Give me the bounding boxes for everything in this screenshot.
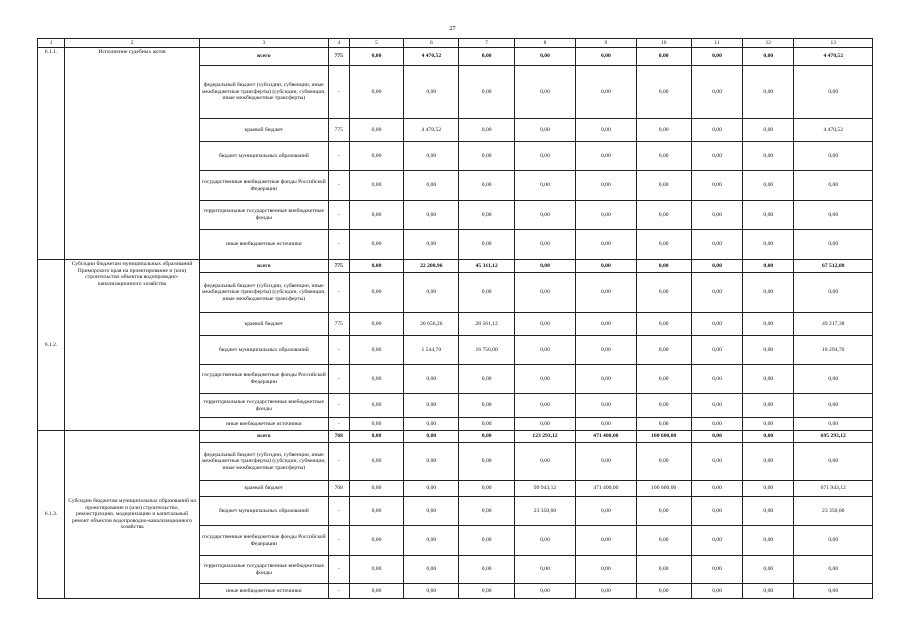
amount-cell: 0,00	[794, 556, 873, 584]
funding-source: территориальные государственные внебюджетные фонды	[199, 394, 328, 418]
amount-cell: 0,00	[743, 142, 794, 171]
amount-cell: 0,00	[691, 584, 742, 599]
grbs-code: -	[328, 230, 349, 260]
amount-cell: 0,00	[636, 365, 691, 394]
amount-cell: 0,00	[514, 230, 575, 260]
grbs-code: 775	[328, 119, 349, 142]
amount-cell: 0,00	[576, 443, 636, 481]
amount-cell: 0,00	[349, 584, 403, 599]
amount-cell: 0,00	[636, 556, 691, 584]
activity-name: Исполнение судебных актов	[65, 48, 200, 260]
grbs-code: 768	[328, 481, 349, 497]
amount-cell: 0,00	[636, 48, 691, 66]
amount-cell: 0,00	[691, 66, 742, 119]
amount-cell: 0,00	[743, 313, 794, 336]
amount-cell: 0,00	[349, 481, 403, 497]
amount-cell: 0,00	[349, 171, 403, 201]
amount-cell: 0,00	[743, 66, 794, 119]
amount-cell: 0,00	[459, 497, 514, 526]
table-row	[38, 260, 873, 273]
grbs-code: -	[328, 142, 349, 171]
amount-cell: 0,00	[636, 260, 691, 273]
amount-cell: 0,00	[636, 171, 691, 201]
funding-source: иные внебюджетные источники	[199, 230, 328, 260]
column-number-4: 4	[328, 39, 349, 48]
amount-cell: 0,00	[576, 313, 636, 336]
funding-source: территориальные государственные внебюджетные фонды	[199, 556, 328, 584]
amount-cell: 1 544,70	[404, 336, 459, 365]
amount-cell: 0,00	[691, 394, 742, 418]
amount-cell: 0,00	[404, 526, 459, 556]
amount-cell: 0,00	[691, 119, 742, 142]
funding-source: бюджет муниципальных образований	[199, 497, 328, 526]
funding-source: государственные внебюджетные фонды Российской Федерации	[199, 526, 328, 556]
column-number-12: 12	[743, 39, 794, 48]
amount-cell: 0,00	[691, 260, 742, 273]
amount-cell: 0,00	[459, 66, 514, 119]
amount-cell: 0,00	[349, 556, 403, 584]
amount-cell: 0,00	[404, 481, 459, 497]
amount-cell: 0,00	[514, 119, 575, 142]
amount-cell: 123 293,12	[514, 431, 575, 443]
amount-cell: 0,00	[514, 526, 575, 556]
amount-cell: 22 200,96	[404, 260, 459, 273]
amount-cell: 0,00	[349, 48, 403, 66]
column-number-13: 13	[794, 39, 873, 48]
amount-cell: 0,00	[459, 230, 514, 260]
amount-cell: 0,00	[576, 119, 636, 142]
amount-cell: 0,00	[349, 230, 403, 260]
amount-cell: 0,00	[459, 273, 514, 313]
grbs-code: -	[328, 394, 349, 418]
amount-cell: 0,00	[404, 142, 459, 171]
column-number-2: 2	[65, 39, 200, 48]
amount-cell: 0,00	[349, 431, 403, 443]
grbs-code: -	[328, 365, 349, 394]
amount-cell: 0,00	[794, 526, 873, 556]
amount-cell: 0,00	[349, 201, 403, 230]
amount-cell: 0,00	[514, 48, 575, 66]
amount-cell: 18 294,70	[794, 336, 873, 365]
amount-cell: 67 512,08	[794, 260, 873, 273]
amount-cell: 0,00	[459, 431, 514, 443]
amount-cell: 4 470,52	[794, 48, 873, 66]
amount-cell: 0,00	[576, 230, 636, 260]
amount-cell: 0,00	[636, 273, 691, 313]
table-row	[38, 431, 873, 443]
amount-cell: 0,00	[576, 273, 636, 313]
amount-cell: 0,00	[404, 443, 459, 481]
amount-cell: 0,00	[794, 365, 873, 394]
amount-cell: 20 656,26	[404, 313, 459, 336]
amount-cell: 0,00	[743, 584, 794, 599]
grbs-code: -	[328, 336, 349, 365]
amount-cell: 100 600,00	[636, 431, 691, 443]
amount-cell: 0,00	[514, 584, 575, 599]
amount-cell: 471 400,00	[576, 481, 636, 497]
amount-cell: 0,00	[636, 336, 691, 365]
amount-cell: 0,00	[459, 556, 514, 584]
amount-cell: 0,00	[404, 171, 459, 201]
amount-cell: 0,00	[743, 418, 794, 431]
amount-cell: 0,00	[459, 526, 514, 556]
grbs-code: -	[328, 556, 349, 584]
grbs-code: -	[328, 418, 349, 431]
amount-cell: 100 600,00	[636, 481, 691, 497]
funding-source: всего	[199, 260, 328, 273]
amount-cell: 0,00	[576, 260, 636, 273]
funding-source: краевой бюджет	[199, 313, 328, 336]
column-number-9: 9	[576, 39, 636, 48]
amount-cell: 0,00	[459, 365, 514, 394]
amount-cell: 0,00	[349, 66, 403, 119]
amount-cell: 0,00	[691, 556, 742, 584]
amount-cell: 0,00	[576, 418, 636, 431]
amount-cell: 0,00	[459, 119, 514, 142]
amount-cell: 0,00	[404, 230, 459, 260]
amount-cell: 0,00	[743, 201, 794, 230]
funding-source: краевой бюджет	[199, 119, 328, 142]
amount-cell: 0,00	[514, 336, 575, 365]
amount-cell: 0,00	[636, 497, 691, 526]
amount-cell: 0,00	[794, 394, 873, 418]
amount-cell: 0,00	[691, 273, 742, 313]
amount-cell: 0,00	[459, 142, 514, 171]
amount-cell: 0,00	[691, 230, 742, 260]
amount-cell: 0,00	[404, 201, 459, 230]
amount-cell: 0,00	[743, 556, 794, 584]
amount-cell: 0,00	[349, 336, 403, 365]
amount-cell: 0,00	[691, 497, 742, 526]
amount-cell: 0,00	[794, 201, 873, 230]
amount-cell: 0,00	[636, 119, 691, 142]
amount-cell: 0,00	[691, 526, 742, 556]
amount-cell: 671 943,12	[794, 481, 873, 497]
budget-table	[37, 38, 873, 599]
amount-cell: 0,00	[691, 313, 742, 336]
activity-code: 6.1.3.	[38, 431, 65, 599]
activity-name: Субсидии бюджетам муниципальных образований Приморского края на проектирование и (или) строительство объектов водопроводно-канализационного хозяйства	[65, 260, 200, 431]
grbs-code: 775	[328, 260, 349, 273]
column-number-10: 10	[636, 39, 691, 48]
grbs-code: -	[328, 273, 349, 313]
amount-cell: 0,00	[514, 171, 575, 201]
amount-cell: 4 470,52	[404, 119, 459, 142]
amount-cell: 0,00	[404, 273, 459, 313]
amount-cell: 0,00	[349, 142, 403, 171]
amount-cell: 0,00	[743, 336, 794, 365]
amount-cell: 0,00	[514, 260, 575, 273]
funding-source: иные внебюджетные источники	[199, 418, 328, 431]
funding-source: территориальные государственные внебюджетные фонды	[199, 201, 328, 230]
amount-cell: 0,00	[514, 556, 575, 584]
amount-cell: 0,00	[691, 142, 742, 171]
amount-cell: 0,00	[636, 142, 691, 171]
amount-cell: 0,00	[459, 418, 514, 431]
amount-cell: 0,00	[576, 201, 636, 230]
grbs-code: -	[328, 584, 349, 599]
amount-cell: 0,00	[691, 443, 742, 481]
amount-cell: 0,00	[743, 443, 794, 481]
column-number-1: 1	[38, 39, 65, 48]
amount-cell: 0,00	[459, 584, 514, 599]
amount-cell: 0,00	[576, 584, 636, 599]
amount-cell: 0,00	[794, 142, 873, 171]
amount-cell: 0,00	[794, 584, 873, 599]
amount-cell: 0,00	[743, 481, 794, 497]
amount-cell: 0,00	[743, 171, 794, 201]
amount-cell: 0,00	[349, 418, 403, 431]
header-row	[38, 39, 873, 48]
amount-cell: 0,00	[404, 418, 459, 431]
amount-cell: 0,00	[576, 497, 636, 526]
amount-cell: 0,00	[743, 48, 794, 66]
amount-cell: 23 350,00	[514, 497, 575, 526]
amount-cell: 0,00	[743, 497, 794, 526]
amount-cell: 0,00	[349, 273, 403, 313]
grbs-code: -	[328, 66, 349, 119]
funding-source: федеральный бюджет (субсидии, субвенции, иные межбюджетные трансферты) (субсидии, субвенции, иные межбюджетные трансферты)	[199, 273, 328, 313]
column-number-11: 11	[691, 39, 742, 48]
amount-cell: 0,00	[636, 394, 691, 418]
funding-source: всего	[199, 48, 328, 66]
amount-cell: 0,00	[691, 365, 742, 394]
amount-cell: 0,00	[349, 313, 403, 336]
amount-cell: 0,00	[743, 431, 794, 443]
amount-cell: 0,00	[691, 431, 742, 443]
amount-cell: 0,00	[514, 418, 575, 431]
amount-cell: 0,00	[349, 119, 403, 142]
amount-cell: 0,00	[794, 171, 873, 201]
amount-cell: 0,00	[576, 526, 636, 556]
amount-cell: 0,00	[514, 273, 575, 313]
amount-cell: 0,00	[459, 394, 514, 418]
amount-cell: 0,00	[576, 142, 636, 171]
amount-cell: 0,00	[576, 394, 636, 418]
amount-cell: 0,00	[576, 556, 636, 584]
grbs-code: -	[328, 526, 349, 556]
amount-cell: 0,00	[514, 313, 575, 336]
column-number-3: 3	[199, 39, 328, 48]
amount-cell: 0,00	[514, 66, 575, 119]
amount-cell: 0,00	[404, 394, 459, 418]
grbs-code: -	[328, 497, 349, 526]
funding-source: всего	[199, 431, 328, 443]
amount-cell: 45 311,12	[459, 260, 514, 273]
amount-cell: 0,00	[743, 119, 794, 142]
grbs-code: -	[328, 443, 349, 481]
amount-cell: 0,00	[459, 481, 514, 497]
funding-source: иные внебюджетные источники	[199, 584, 328, 599]
amount-cell: 0,00	[576, 66, 636, 119]
table-row	[38, 48, 873, 66]
amount-cell: 0,00	[691, 48, 742, 66]
grbs-code: 775	[328, 48, 349, 66]
amount-cell: 49 217,38	[794, 313, 873, 336]
amount-cell: 0,00	[636, 313, 691, 336]
amount-cell: 0,00	[459, 48, 514, 66]
column-number-6: 6	[404, 39, 459, 48]
column-number-5: 5	[349, 39, 403, 48]
amount-cell: 0,00	[636, 201, 691, 230]
funding-source: государственные внебюджетные фонды Российской Федерации	[199, 171, 328, 201]
amount-cell: 4 470,52	[794, 119, 873, 142]
amount-cell: 0,00	[794, 273, 873, 313]
funding-source: краевой бюджет	[199, 481, 328, 497]
amount-cell: 0,00	[743, 394, 794, 418]
amount-cell: 0,00	[514, 201, 575, 230]
amount-cell: 0,00	[576, 48, 636, 66]
amount-cell: 0,00	[691, 481, 742, 497]
amount-cell: 0,00	[636, 230, 691, 260]
amount-cell: 0,00	[636, 66, 691, 119]
amount-cell: 0,00	[743, 365, 794, 394]
grbs-code: 768	[328, 431, 349, 443]
amount-cell: 23 350,00	[794, 497, 873, 526]
amount-cell: 0,00	[404, 365, 459, 394]
amount-cell: 99 943,12	[514, 481, 575, 497]
amount-cell: 0,00	[691, 171, 742, 201]
amount-cell: 0,00	[743, 526, 794, 556]
amount-cell: 0,00	[514, 394, 575, 418]
amount-cell: 0,00	[794, 418, 873, 431]
amount-cell: 0,00	[691, 201, 742, 230]
grbs-code: 775	[328, 313, 349, 336]
column-number-8: 8	[514, 39, 575, 48]
amount-cell: 471 400,00	[576, 431, 636, 443]
amount-cell: 0,00	[459, 201, 514, 230]
amount-cell: 0,00	[349, 394, 403, 418]
activity-code: 6.1.1.	[38, 48, 65, 260]
amount-cell: 0,00	[349, 260, 403, 273]
amount-cell: 0,00	[794, 230, 873, 260]
amount-cell: 28 561,12	[459, 313, 514, 336]
amount-cell: 0,00	[349, 365, 403, 394]
funding-source: бюджет муниципальных образований	[199, 142, 328, 171]
amount-cell: 0,00	[794, 66, 873, 119]
amount-cell: 0,00	[349, 526, 403, 556]
amount-cell: 0,00	[636, 526, 691, 556]
amount-cell: 0,00	[743, 273, 794, 313]
activity-name: Субсидии бюджетам муниципальных образований на проектирование и (или) строительство, реконструкцию, модернизацию и капитальный ремонт объектов водопроводно-канализационного хозяйства	[65, 431, 200, 599]
amount-cell: 0,00	[514, 443, 575, 481]
amount-cell: 16 750,00	[459, 336, 514, 365]
amount-cell: 0,00	[691, 336, 742, 365]
amount-cell: 0,00	[349, 497, 403, 526]
funding-source: государственные внебюджетные фонды Российской Федерации	[199, 365, 328, 394]
amount-cell: 0,00	[404, 497, 459, 526]
page-number: 27	[449, 25, 456, 32]
amount-cell: 0,00	[459, 443, 514, 481]
amount-cell: 0,00	[636, 584, 691, 599]
funding-source: федеральный бюджет (субсидии, субвенции, иные межбюджетные трансферты) (субсидии, субвенции, иные межбюджетные трансферты)	[199, 443, 328, 481]
funding-source: бюджет муниципальных образований	[199, 336, 328, 365]
amount-cell: 0,00	[691, 418, 742, 431]
amount-cell: 0,00	[576, 365, 636, 394]
amount-cell: 0,00	[459, 171, 514, 201]
amount-cell: 0,00	[636, 418, 691, 431]
amount-cell: 0,00	[404, 431, 459, 443]
activity-code: 6.1.2.	[38, 260, 65, 431]
amount-cell: 0,00	[349, 443, 403, 481]
grbs-code: -	[328, 201, 349, 230]
amount-cell: 0,00	[576, 171, 636, 201]
amount-cell: 0,00	[404, 66, 459, 119]
amount-cell: 4 470,52	[404, 48, 459, 66]
grbs-code: -	[328, 171, 349, 201]
amount-cell: 0,00	[743, 230, 794, 260]
amount-cell: 0,00	[636, 443, 691, 481]
amount-cell: 0,00	[404, 556, 459, 584]
amount-cell: 0,00	[743, 260, 794, 273]
amount-cell: 0,00	[794, 443, 873, 481]
funding-source: федеральный бюджет (субсидии, субвенции, иные межбюджетные трансферты) (субсидии, субвенции, иные межбюджетные трансферты)	[199, 66, 328, 119]
amount-cell: 695 293,12	[794, 431, 873, 443]
amount-cell: 0,00	[576, 336, 636, 365]
column-number-7: 7	[459, 39, 514, 48]
amount-cell: 0,00	[514, 142, 575, 171]
amount-cell: 0,00	[404, 584, 459, 599]
amount-cell: 0,00	[514, 365, 575, 394]
